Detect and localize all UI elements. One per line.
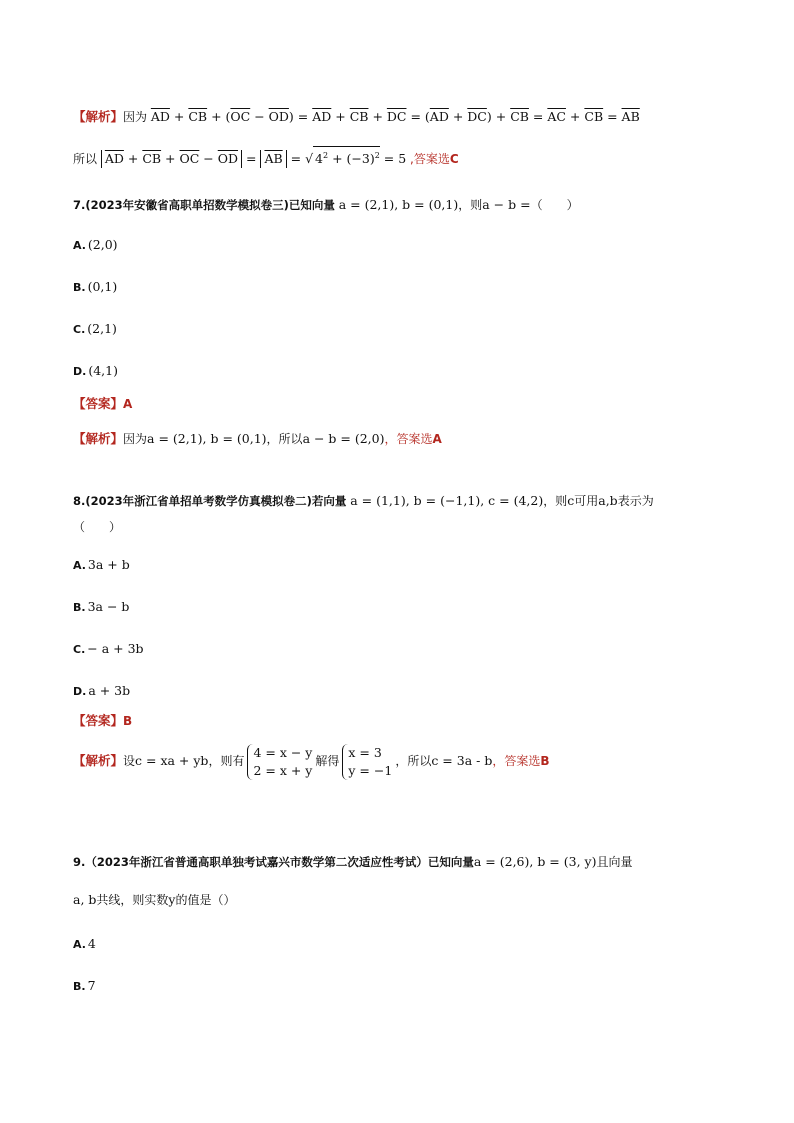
q9-option-a[interactable]	[73, 935, 96, 954]
answer-value: A	[432, 432, 442, 446]
stem-text: 且向量	[596, 855, 633, 869]
equation: 4 = x − y	[253, 744, 313, 760]
option-label: C.	[73, 323, 86, 336]
question-stem: 7.(2023年安徽省高职单招数学模拟卷三)已知向量	[73, 198, 335, 212]
answer-text: ,答案选	[410, 152, 450, 167]
option-label: A.	[73, 239, 86, 252]
q7-option-b[interactable]	[73, 278, 117, 297]
q7-stem	[73, 196, 579, 214]
q9-stem-line-2	[73, 891, 236, 909]
answer-blank: （ ）	[530, 198, 579, 212]
analysis-text: ，答案选	[492, 754, 541, 768]
q9-vectors: a, b	[73, 892, 97, 907]
analysis-text: 所以	[73, 152, 98, 167]
equation: y = −1	[348, 762, 393, 778]
option-value: 4	[87, 936, 96, 951]
q7-vectors: a = (2,1), b = (0,1)	[338, 197, 459, 212]
stem-sep: ，则	[458, 198, 483, 212]
q7-answer	[73, 395, 132, 413]
q7-option-d[interactable]	[73, 362, 118, 381]
option-label: B.	[73, 281, 86, 294]
q6-magnitude-equation: $\overline{AD} + \overline{CB} + \overline{OC} - \overline{OD} = \overline{AB}$ = √ $4^2 + (-3)^2 = 5$	[101, 151, 406, 166]
q8-blank	[73, 518, 121, 536]
option-value: − a + 3b	[87, 641, 144, 656]
q7-analysis	[73, 430, 442, 448]
q8-answer	[73, 712, 132, 730]
q8-option-b[interactable]	[73, 598, 129, 617]
option-value: 3a − b	[87, 599, 130, 614]
option-label: A.	[73, 938, 86, 951]
option-value: a + 3b	[88, 683, 131, 698]
answer-value: C	[449, 152, 459, 167]
option-value: (4,1)	[88, 363, 118, 378]
question-stem: 9.（2023年浙江省普通高职单独考试嘉兴市数学第二次适应性考试）已知向量	[73, 855, 474, 869]
q8-vectors: a = (1,1), b = (−1,1), c = (4,2)	[350, 493, 544, 508]
q8-analysis	[73, 739, 550, 783]
analysis-math: c = xa + yb	[135, 753, 209, 768]
option-label: D.	[73, 365, 87, 378]
answer-value: B	[123, 714, 133, 728]
analysis-text: 设	[123, 754, 136, 768]
equation: 2 = x + y	[253, 762, 313, 778]
option-value: (2,1)	[87, 321, 117, 336]
option-value: (2,0)	[87, 237, 118, 252]
answer-label: 【答案】	[73, 713, 124, 728]
option-value: 3a + b	[87, 557, 130, 572]
option-label: B.	[73, 601, 86, 614]
analysis-math: c = 3a - b	[431, 753, 493, 768]
stem-text: ，则	[543, 494, 568, 508]
q7-option-a[interactable]	[73, 236, 118, 255]
stem-text: 表示为	[617, 494, 654, 508]
analysis-math: a = (2,1), b = (0,1)	[147, 431, 267, 446]
answer-blank: （ ）	[73, 520, 122, 534]
question-stem: 8.(2023年浙江省单招单考数学仿真模拟卷二)若向量	[73, 494, 347, 508]
q7-option-c[interactable]	[73, 320, 117, 339]
analysis-text: 解得	[315, 754, 340, 768]
q9-stem	[73, 853, 632, 871]
q6-analysis-line-1	[73, 108, 640, 126]
option-value: (0,1)	[87, 279, 118, 294]
option-label: C.	[73, 643, 86, 656]
option-value: 7	[87, 978, 96, 993]
q8-option-a[interactable]	[73, 556, 130, 575]
option-label: A.	[73, 559, 86, 572]
equation: x = 3	[348, 744, 382, 760]
analysis-math: a − b = (2,0)	[302, 431, 385, 446]
analysis-label: 【解析】	[73, 753, 124, 768]
answer-label: 【答案】	[73, 396, 124, 411]
analysis-text: ，所以	[266, 432, 303, 446]
q8-stem: 8.(2023年浙江省单招单考数学仿真模拟卷二)若向量 a = (1,1), b = (−1,1), c = (4,2)，则c可用a,b表示为	[73, 493, 654, 508]
q6-vector-equation: $\overline{AD} + \overline{CB} + (\overline{OC} - \overline{OD}) = \overline{AD} + \overline{CB} + \overline{DC} = (\overline{AD} + \overline{DC}) + \overline{CB} = \overline{AC} + \overline{CB} = \overline{AB}$	[150, 109, 640, 124]
analysis-text: ，所以	[395, 754, 432, 768]
variable: y	[168, 892, 176, 907]
analysis-label: 【解析】	[73, 109, 124, 124]
option-label: D.	[73, 685, 87, 698]
stem-text: 的值是（）	[175, 893, 236, 907]
stem-text: 可用	[574, 494, 599, 508]
q8-option-c[interactable]	[73, 640, 144, 659]
analysis-text: ，答案选	[384, 432, 433, 446]
answer-value: A	[123, 397, 133, 411]
q7-expression: a − b =	[482, 197, 531, 212]
option-label: B.	[73, 980, 86, 993]
analysis-label: 【解析】	[73, 431, 124, 446]
q9-option-b[interactable]	[73, 977, 96, 996]
answer-value: B	[540, 754, 550, 768]
q6-analysis-line-2	[73, 146, 459, 168]
analysis-text: 因为	[123, 110, 148, 124]
analysis-text: 因为	[123, 432, 148, 446]
q8-option-d[interactable]	[73, 682, 130, 701]
stem-text: 共线，则实数	[96, 893, 169, 907]
equation-system-2	[342, 744, 392, 780]
q9-vectors: a = (2,6), b = (3, y)	[473, 854, 597, 869]
equation-system-1	[247, 744, 312, 780]
analysis-text: ，则有	[208, 754, 245, 768]
